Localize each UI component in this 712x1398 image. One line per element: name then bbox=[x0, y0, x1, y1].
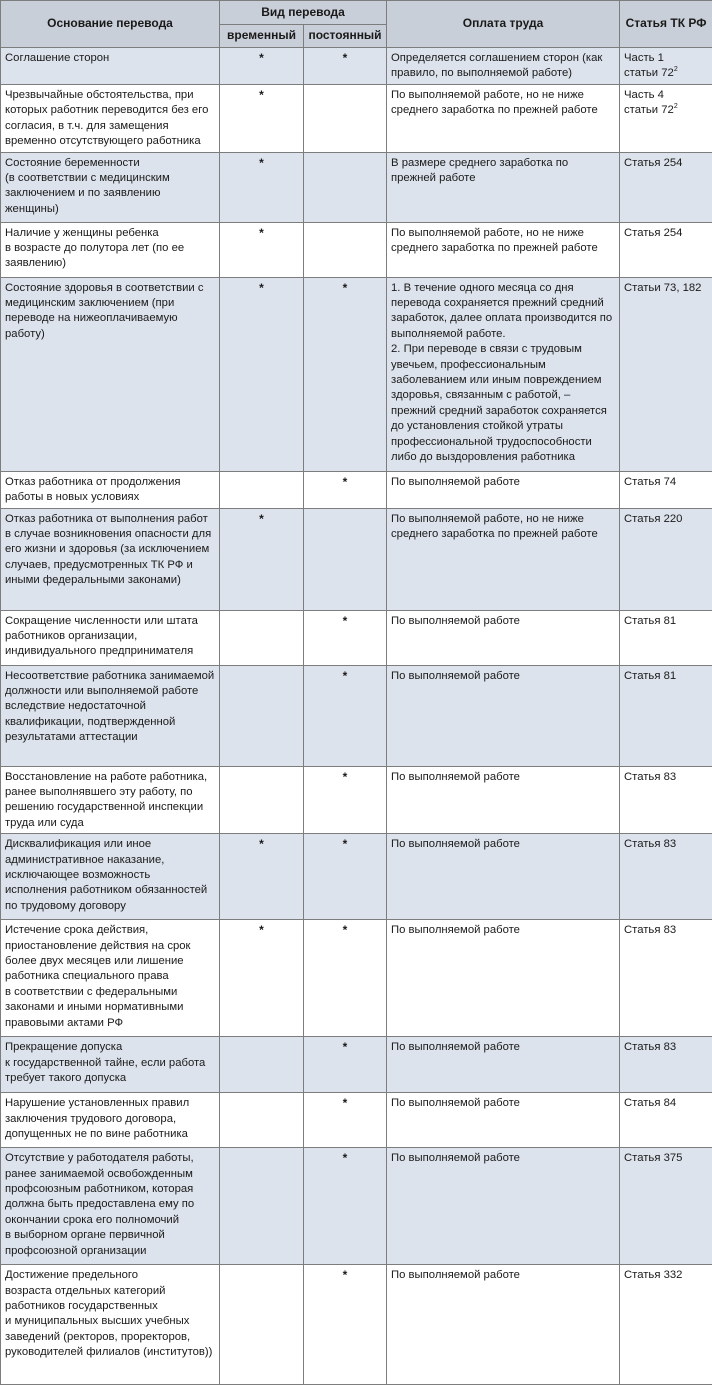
cell-payment: По выполняемой работе bbox=[387, 471, 620, 508]
cell-article: Статья 254 bbox=[620, 152, 712, 222]
table-row bbox=[1, 1265, 712, 1385]
header-temporary: временный bbox=[220, 25, 304, 48]
cell-temporary: * bbox=[220, 508, 304, 610]
cell-temporary: * bbox=[220, 920, 304, 1037]
cell-permanent: * bbox=[304, 834, 387, 920]
table-row bbox=[1, 665, 712, 766]
header-permanent: постоянный bbox=[304, 25, 387, 48]
cell-basis: Истечение срока действия, приостановление действия на срок более двух месяцев или лишение работника специального права в соответствии с федеральными законами и иными нормативными правовыми актами РФ bbox=[1, 920, 220, 1037]
cell-permanent: * bbox=[304, 48, 387, 85]
table-row bbox=[1, 1037, 712, 1093]
cell-article: Статья 83 bbox=[620, 1037, 712, 1093]
cell-basis: Восстановление на работе работника, ранее выполнявшего эту работу, по решению государственной инспекции труда или суда bbox=[1, 766, 220, 834]
table-row bbox=[1, 222, 712, 277]
cell-payment: По выполняемой работе, но не ниже среднего заработка по прежней работе bbox=[387, 222, 620, 277]
table-row bbox=[1, 1148, 712, 1265]
table-row bbox=[1, 48, 712, 85]
cell-payment: По выполняемой работе bbox=[387, 834, 620, 920]
table-row bbox=[1, 766, 712, 834]
cell-temporary: * bbox=[220, 834, 304, 920]
header-article: Статья ТК РФ bbox=[620, 1, 712, 48]
cell-basis: Отказ работника от продолжения работы в новых условиях bbox=[1, 471, 220, 508]
cell-payment: По выполняемой работе bbox=[387, 610, 620, 665]
cell-payment: По выполняемой работе, но не ниже среднего заработка по прежней работе bbox=[387, 508, 620, 610]
table-row bbox=[1, 1093, 712, 1148]
cell-article: Статья 220 bbox=[620, 508, 712, 610]
cell-temporary bbox=[220, 610, 304, 665]
cell-basis: Сокращение численности или штата работников организации, индивидуального предпринимателя bbox=[1, 610, 220, 665]
cell-permanent: * bbox=[304, 1148, 387, 1265]
header-basis: Основание перевода bbox=[1, 1, 220, 48]
cell-permanent bbox=[304, 152, 387, 222]
cell-temporary bbox=[220, 665, 304, 766]
cell-temporary bbox=[220, 1093, 304, 1148]
cell-permanent: * bbox=[304, 1037, 387, 1093]
cell-article: Статья 83 bbox=[620, 834, 712, 920]
cell-temporary: * bbox=[220, 277, 304, 471]
cell-payment: По выполняемой работе bbox=[387, 1148, 620, 1265]
cell-permanent: * bbox=[304, 665, 387, 766]
article-superscript: 2 bbox=[673, 103, 678, 111]
table-row bbox=[1, 610, 712, 665]
table-row bbox=[1, 508, 712, 610]
table-row bbox=[1, 277, 712, 471]
cell-temporary bbox=[220, 1037, 304, 1093]
cell-article: Статья 81 bbox=[620, 665, 712, 766]
cell-basis: Состояние беременности (в соответствии с медицинским заключением и по заявлению женщины) bbox=[1, 152, 220, 222]
cell-basis: Прекращение допуска к государственной тайне, если работа требует такого допуска bbox=[1, 1037, 220, 1093]
cell-permanent: * bbox=[304, 1093, 387, 1148]
cell-temporary: * bbox=[220, 222, 304, 277]
cell-payment: По выполняемой работе bbox=[387, 1265, 620, 1385]
cell-basis: Наличие у женщины ребенка в возрасте до полутора лет (по ее заявлению) bbox=[1, 222, 220, 277]
cell-permanent: * bbox=[304, 766, 387, 834]
cell-basis: Соглашение сторон bbox=[1, 48, 220, 85]
table-body bbox=[1, 48, 712, 1385]
table-header bbox=[1, 1, 712, 48]
cell-temporary bbox=[220, 1265, 304, 1385]
cell-basis: Достижение предельного возраста отдельных категорий работников государственных и муниципальных высших учебных заведений (ректоров, проректоров, руководителей филиалов (институтов)) bbox=[1, 1265, 220, 1385]
header-payment: Оплата труда bbox=[387, 1, 620, 48]
table-row bbox=[1, 471, 712, 508]
cell-basis: Дисквалификация или иное административное наказание, исключающее возможность исполнения работником обязанностей по трудовому договору bbox=[1, 834, 220, 920]
cell-temporary: * bbox=[220, 85, 304, 153]
cell-permanent: * bbox=[304, 610, 387, 665]
cell-payment: По выполняемой работе bbox=[387, 1093, 620, 1148]
cell-article: Статья 74 bbox=[620, 471, 712, 508]
cell-permanent: * bbox=[304, 1265, 387, 1385]
cell-article: Часть 4 статьи $72^2$ bbox=[620, 85, 712, 153]
cell-temporary: * bbox=[220, 48, 304, 85]
cell-permanent: * bbox=[304, 920, 387, 1037]
cell-article: Статья 375 bbox=[620, 1148, 712, 1265]
article-superscript: 2 bbox=[673, 66, 678, 74]
cell-permanent bbox=[304, 222, 387, 277]
cell-basis: Нарушение установленных правил заключения трудового договора, допущенных не по вине работника bbox=[1, 1093, 220, 1148]
cell-payment: По выполняемой работе bbox=[387, 766, 620, 834]
cell-payment: Определяется соглашением сторон (как правило, по выполняемой работе) bbox=[387, 48, 620, 85]
cell-payment: По выполняемой работе bbox=[387, 665, 620, 766]
cell-article: Статья 254 bbox=[620, 222, 712, 277]
cell-basis: Отказ работника от выполнения работ в случае возникновения опасности для его жизни и здоровья (за исключением случаев, предусмотренных ТК РФ и иными федеральными законами) bbox=[1, 508, 220, 610]
cell-article: Статьи 73, 182 bbox=[620, 277, 712, 471]
cell-basis: Чрезвычайные обстоятельства, при которых работник переводится без его согласия, в т.ч. для замещения временно отсутствующего работника bbox=[1, 85, 220, 153]
table-row bbox=[1, 85, 712, 153]
cell-temporary: * bbox=[220, 152, 304, 222]
cell-permanent bbox=[304, 508, 387, 610]
cell-basis: Состояние здоровья в соответствии с медицинским заключением (при переводе на нижеоплачиваемую работу) bbox=[1, 277, 220, 471]
cell-payment: По выполняемой работе bbox=[387, 1037, 620, 1093]
cell-article: Статья 83 bbox=[620, 766, 712, 834]
cell-basis: Отсутствие у работодателя работы, ранее занимаемой освобожденным профсоюзным работником, которая должна быть предоставлена ему по окончании срока его полномочий в выборном органе первичной профсоюзной организации bbox=[1, 1148, 220, 1265]
cell-article: Статья 83 bbox=[620, 920, 712, 1037]
cell-basis: Несоответствие работника занимаемой должности или выполняемой работе вследствие недостаточной квалификации, подтвержденной результатами аттестации bbox=[1, 665, 220, 766]
cell-payment: По выполняемой работе bbox=[387, 920, 620, 1037]
cell-payment: 1. В течение одного месяца со дня перевода сохраняется прежний средний заработок, далее оплата производится по выполняемой работе. 2. При переводе в связи с трудовым увечьем, профессиональным заболеванием или иным повреждением здоровья, связанным с работой, – прежний средний заработок сохраняется до установления стойкой утраты профессиональной трудоспособности либо до выздоровления работника bbox=[387, 277, 620, 471]
cell-payment: В размере среднего заработка по прежней работе bbox=[387, 152, 620, 222]
cell-permanent: * bbox=[304, 471, 387, 508]
cell-temporary bbox=[220, 471, 304, 508]
cell-permanent: * bbox=[304, 277, 387, 471]
cell-article: Статья 81 bbox=[620, 610, 712, 665]
header-transfer-type: Вид перевода bbox=[220, 1, 387, 25]
cell-payment: По выполняемой работе, но не ниже среднего заработка по прежней работе bbox=[387, 85, 620, 153]
cell-temporary bbox=[220, 1148, 304, 1265]
cell-permanent bbox=[304, 85, 387, 153]
table-row bbox=[1, 152, 712, 222]
table-row bbox=[1, 920, 712, 1037]
table-row bbox=[1, 834, 712, 920]
cell-article: Часть 1 статьи $72^2$ bbox=[620, 48, 712, 85]
cell-article: Статья 84 bbox=[620, 1093, 712, 1148]
cell-article: Статья 332 bbox=[620, 1265, 712, 1385]
cell-temporary bbox=[220, 766, 304, 834]
